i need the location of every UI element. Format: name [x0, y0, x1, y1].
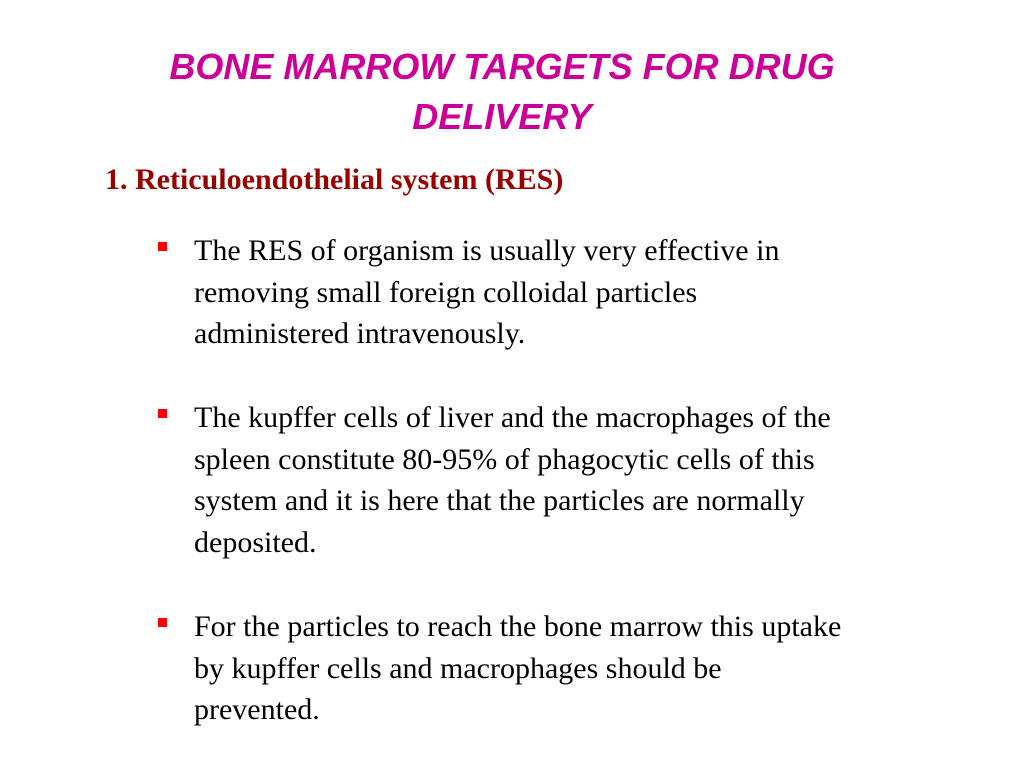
bullet-text-line: The kupffer cells of liver and the macrophages of the — [194, 401, 831, 434]
bullet-text-line: removing small foreign colloidal particles — [194, 275, 698, 309]
bullet-text — [194, 606, 954, 731]
section-heading: 1. Reticuloendothelial system (RES) — [105, 163, 564, 196]
square-bullet-icon — [158, 618, 167, 627]
bullet-text-line: administered intravenously. — [194, 317, 526, 350]
bullet-text-line: deposited. — [194, 525, 317, 559]
bullet-text-line: by kupffer cells and macrophages should be — [194, 651, 722, 685]
bullet-text-line: prevented. — [194, 693, 320, 726]
bullet-text-line: spleen constitute 80-95% of phagocytic cells of this — [194, 442, 815, 476]
bullet-text-line: system and it is here that the particles are normally — [194, 484, 805, 517]
bullet-text-line: For the particles to reach the bone marrow this uptake — [194, 610, 842, 643]
bullet-text — [194, 397, 954, 563]
slide-title-line: DELIVERY — [412, 96, 592, 137]
slide-title-line: BONE MARROW TARGETS FOR DRUG — [169, 46, 835, 87]
bullet-text — [194, 230, 954, 355]
square-bullet-icon — [158, 242, 167, 251]
bullet-text-line: The RES of organism is usually very effective in — [194, 234, 780, 267]
square-bullet-icon — [158, 409, 167, 418]
